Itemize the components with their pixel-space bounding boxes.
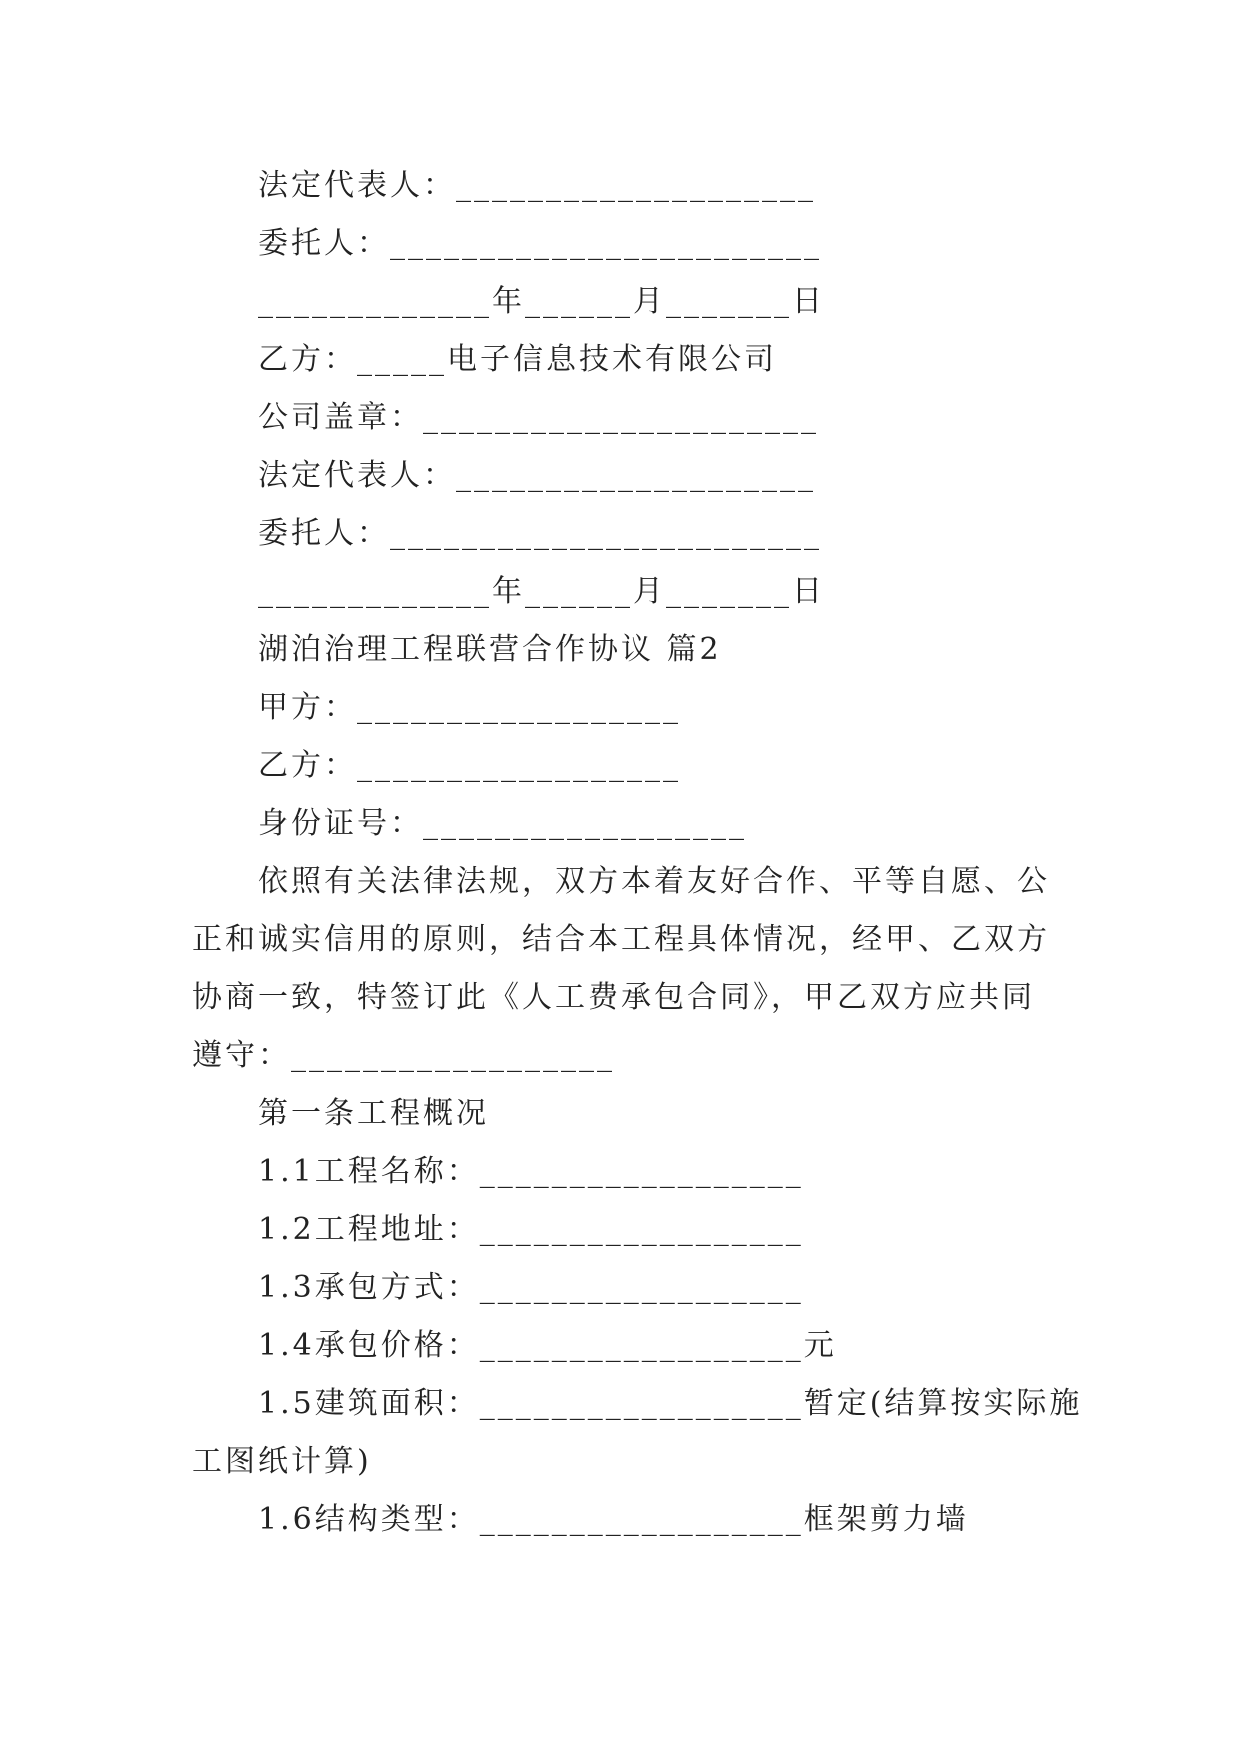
project-name-line: 1.1工程名称：__________________ bbox=[258, 1154, 804, 1189]
entrusted-person-line-1: 委托人：________________________ bbox=[258, 226, 822, 261]
party-b-company-line: 乙方：_____电子信息技术有限公司 bbox=[258, 342, 777, 377]
project-address-line: 1.2工程地址：__________________ bbox=[258, 1212, 804, 1247]
date-line-1: _____________年______月_______日 bbox=[258, 284, 825, 319]
legal-representative-line-2: 法定代表人：____________________ bbox=[258, 458, 816, 493]
party-a-line: 甲方：__________________ bbox=[258, 690, 681, 725]
company-seal-line: 公司盖章：______________________ bbox=[258, 400, 819, 435]
legal-representative-line-1: 法定代表人：____________________ bbox=[258, 168, 816, 203]
contract-price-line: 1.4承包价格：__________________元 bbox=[258, 1328, 837, 1363]
agreement-title: 湖泊治理工程联营合作协议 篇2 bbox=[258, 632, 722, 667]
party-b-line: 乙方：__________________ bbox=[258, 748, 681, 783]
date-line-2: _____________年______月_______日 bbox=[258, 574, 825, 609]
preamble-line-1: 依照有关法律法规，双方本着友好合作、平等自愿、公 bbox=[258, 864, 1050, 899]
id-number-line: 身份证号：__________________ bbox=[258, 806, 747, 841]
building-area-continuation: 工图纸计算) bbox=[192, 1444, 372, 1479]
structure-type-line: 1.6结构类型：__________________框架剪力墙 bbox=[258, 1502, 969, 1537]
building-area-line: 1.5建筑面积：__________________暂定(结算按实际施 bbox=[258, 1386, 1083, 1421]
contract-method-line: 1.3承包方式：__________________ bbox=[258, 1270, 804, 1305]
entrusted-person-line-2: 委托人：________________________ bbox=[258, 516, 822, 551]
preamble-line-3: 协商一致，特签订此《人工费承包合同》，甲乙双方应共同 bbox=[192, 980, 1035, 1015]
article-one-heading: 第一条工程概况 bbox=[258, 1096, 489, 1131]
preamble-line-4: 遵守：__________________ bbox=[192, 1038, 615, 1073]
preamble-line-2: 正和诚实信用的原则，结合本工程具体情况，经甲、乙双方 bbox=[192, 922, 1050, 957]
